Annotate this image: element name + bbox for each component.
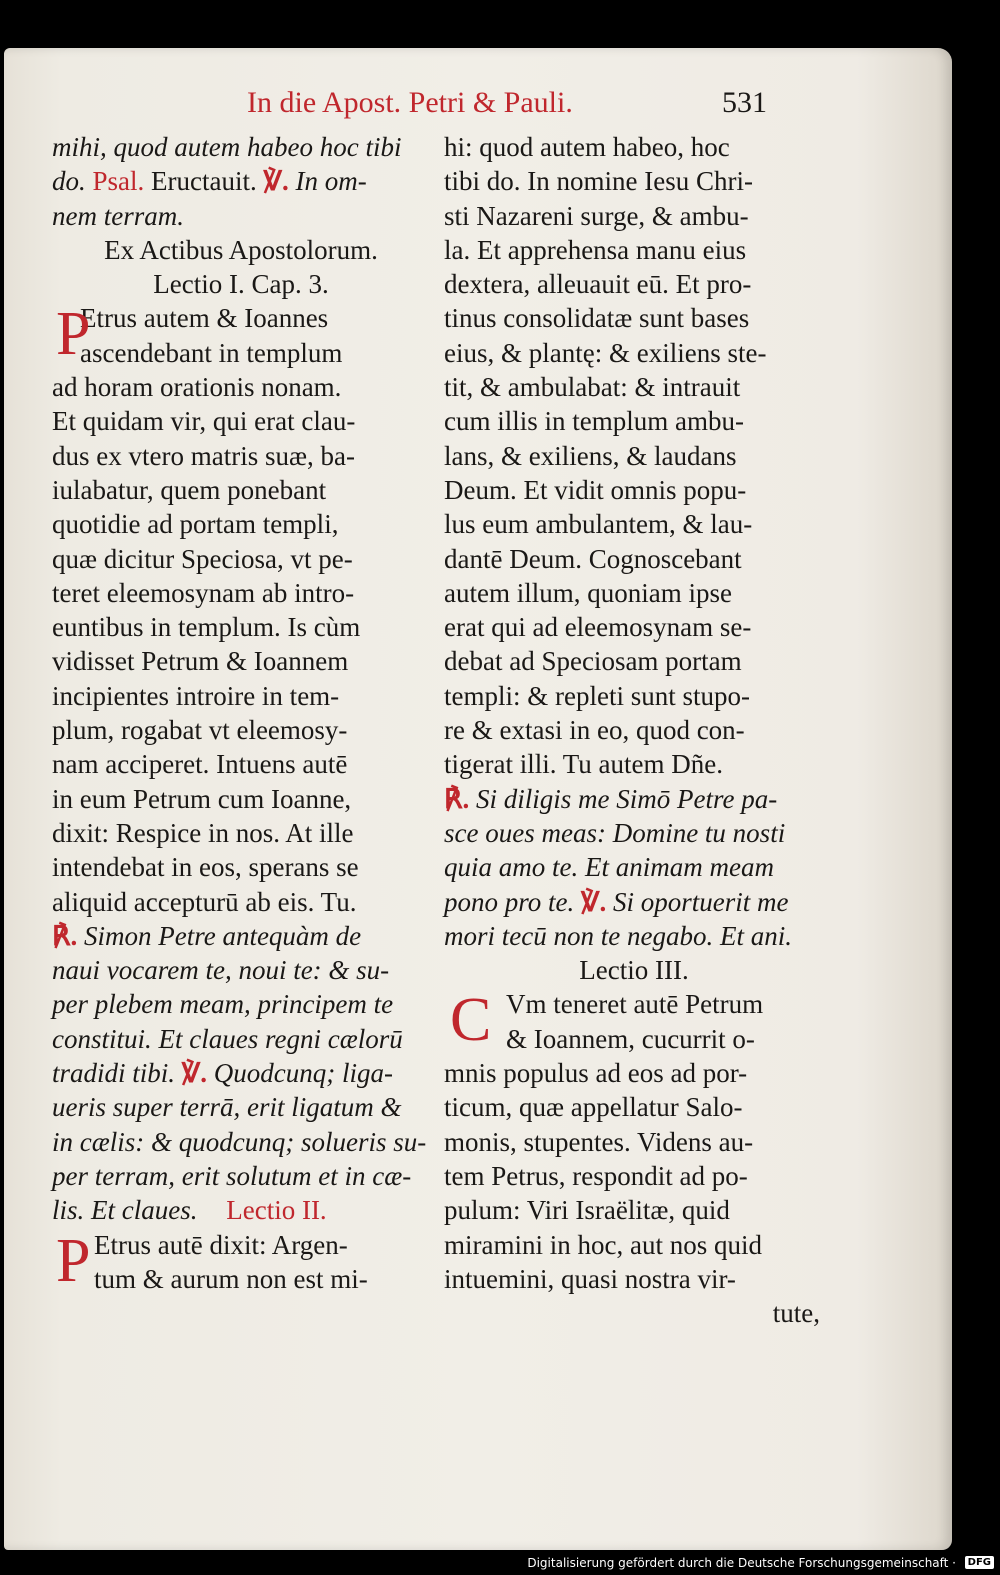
lectio-2 <box>52 1228 430 1297</box>
dfg-logo: DFG <box>965 1556 994 1569</box>
versicle-symbol: ℣. <box>181 1058 208 1089</box>
lectio-heading: Lectio III. <box>579 955 689 986</box>
text-line: in cælis: & quodcunq; solueris su- <box>52 1126 427 1157</box>
section-heading: Ex Actibus Apostolorum. <box>104 234 378 265</box>
running-header <box>0 86 1000 126</box>
footer-bar <box>0 1552 1000 1575</box>
running-title: In die Apost. Petri & Pauli. <box>247 86 573 119</box>
text-line: naui vocarem te, noui te: & su- <box>52 955 390 986</box>
catchword: tute, <box>772 1298 820 1329</box>
text-line <box>444 885 824 919</box>
text-line: mori tecū non te negabo. Et ani. <box>444 920 792 951</box>
text-line: la. Et apprehensa manu eius <box>444 234 747 265</box>
text-line: ueris super terrā, erit ligatum & <box>52 1092 402 1123</box>
text-line: per plebem meam, principem te <box>52 989 394 1020</box>
text-line: mnis populus ad eos ad por- <box>444 1058 748 1089</box>
text-line: intendebat in eos, sperans se <box>52 852 359 883</box>
text-line: re & extasi in eo, quod con- <box>444 715 745 746</box>
text-line: pulum: Viri Israëlitæ, quid <box>444 1195 730 1226</box>
text-fragment: Eructauit. <box>151 166 257 197</box>
text-line: autem illum, quoniam ipse <box>444 577 732 608</box>
text-line: tit, & ambulabat: & intrauit <box>444 372 741 403</box>
text-line: nam acciperet. Intuens autē <box>52 749 348 780</box>
responsory-symbol: ℟. <box>444 783 470 814</box>
page-number: 531 <box>722 86 767 119</box>
text-line: & Ioannem, cucurrit o- <box>506 1023 755 1054</box>
text-line: iulabatur, quem ponebant <box>52 474 327 505</box>
text-fragment: do. <box>52 166 86 197</box>
text-line: quotidie ad portam templi, <box>52 509 339 540</box>
text-line <box>52 919 430 953</box>
text-fragment: pono pro te. <box>444 886 575 917</box>
versicle-symbol: ℣. <box>581 886 607 917</box>
text-line: Etrus autem & Ioannes <box>80 303 329 334</box>
right-column <box>444 130 824 1330</box>
lectio-3 <box>444 987 824 1330</box>
text-fragment: Si oportuerit me <box>612 886 789 917</box>
text-line: Et quidam vir, qui erat clau- <box>52 406 356 437</box>
text-line <box>52 164 430 198</box>
text-line: ticum, quæ appellatur Salo- <box>444 1092 743 1123</box>
text-fragment: Simon Petre antequàm de <box>83 920 362 951</box>
text-line: intuemini, quasi nostra vir- <box>444 1263 736 1294</box>
text-line: constitui. Et claues regni cælorū <box>52 1023 403 1054</box>
responsory-symbol: ℟. <box>52 920 78 951</box>
text-line: sce oues meas: Domine tu nosti <box>444 817 786 848</box>
text-line: Vm teneret autē Petrum <box>506 989 764 1020</box>
text-line: euntibus in templum. Is cùm <box>52 612 361 643</box>
text-line: debat ad Speciosam portam <box>444 646 742 677</box>
text-line: sti Nazareni surge, & ambu- <box>444 200 749 231</box>
text-line: tibi do. In nomine Iesu Chri- <box>444 166 753 197</box>
text-line: tinus consolidatæ sunt bases <box>444 303 750 334</box>
text-line: miramini in hoc, aut nos quid <box>444 1229 762 1260</box>
text-line: cum illis in templum ambu- <box>444 406 744 437</box>
drop-capital: P <box>56 1226 91 1295</box>
drop-capital: C <box>450 986 492 1055</box>
text-line: tum & aurum non est mi- <box>94 1263 368 1294</box>
text-line <box>52 1193 430 1227</box>
text-line: ascendebant in templum <box>80 337 343 368</box>
text-fragment: Quodcunq; liga- <box>213 1058 393 1089</box>
text-line: tigerat illi. Tu autem Dñe. <box>444 749 723 780</box>
text-line: quæ dicitur Speciosa, vt pe- <box>52 543 353 574</box>
text-line: quia amo te. Et animam meam <box>444 852 774 883</box>
text-line: teret eleemosynam ab intro- <box>52 577 355 608</box>
text-line: aliquid accepturū ab eis. Tu. <box>52 886 357 917</box>
text-line: nem terram. <box>52 200 184 231</box>
text-fragment: lis. Et claues. <box>52 1195 198 1226</box>
text-line <box>52 1056 430 1090</box>
funding-notice: Digitalisierung gefördert durch die Deutsche Forschungsgemeinschaft · <box>527 1556 956 1570</box>
text-fragment: tradidi tibi. <box>52 1058 176 1089</box>
text-line: erat qui ad eleemosynam se- <box>444 612 752 643</box>
drop-capital: P <box>56 300 91 369</box>
text-line: templi: & repleti sunt stupo- <box>444 680 750 711</box>
text-fragment: In om- <box>295 166 367 197</box>
psalm-marker: Psal. <box>92 166 145 197</box>
text-line: incipientes introire in tem- <box>52 680 340 711</box>
text-line: hi: quod autem habeo, hoc <box>444 132 730 162</box>
text-line: ad horam orationis nonam. <box>52 372 342 403</box>
versicle-symbol: ℣. <box>263 166 289 197</box>
text-line: mihi, quod autem habeo hoc tibi <box>52 132 402 162</box>
text-line: monis, stupentes. Videns au- <box>444 1126 754 1157</box>
text-line: in eum Petrum cum Ioanne, <box>52 783 352 814</box>
text-line: dantē Deum. Cognoscebant <box>444 543 742 574</box>
text-fragment: Si diligis me Simō Petre pa- <box>475 783 778 814</box>
text-line: lus eum ambulantem, & lau- <box>444 509 753 540</box>
text-line: dus ex vtero matris suæ, ba- <box>52 440 355 471</box>
lectio-1 <box>52 301 430 918</box>
text-line: plum, rogabat vt eleemosy- <box>52 715 348 746</box>
text-line: per terram, erit solutum et in cæ- <box>52 1160 412 1191</box>
lectio-heading: Lectio I. Cap. 3. <box>153 269 329 300</box>
text-line: tem Petrus, respondit ad po- <box>444 1160 748 1191</box>
text-line: dextera, alleuauit eū. Et pro- <box>444 269 752 300</box>
text-line: Deum. Et vidit omnis popu- <box>444 474 747 505</box>
lectio-heading: Lectio II. <box>226 1195 327 1226</box>
left-column <box>52 130 430 1296</box>
text-line: Etrus autē dixit: Argen- <box>94 1229 348 1260</box>
text-line: vidisset Petrum & Ioannem <box>52 646 349 677</box>
text-line: lans, & exiliens, & laudans <box>444 440 737 471</box>
text-line: eius, & plantę: & exiliens ste- <box>444 337 767 368</box>
text-line: dixit: Respice in nos. At ille <box>52 817 354 848</box>
text-line <box>444 782 824 816</box>
